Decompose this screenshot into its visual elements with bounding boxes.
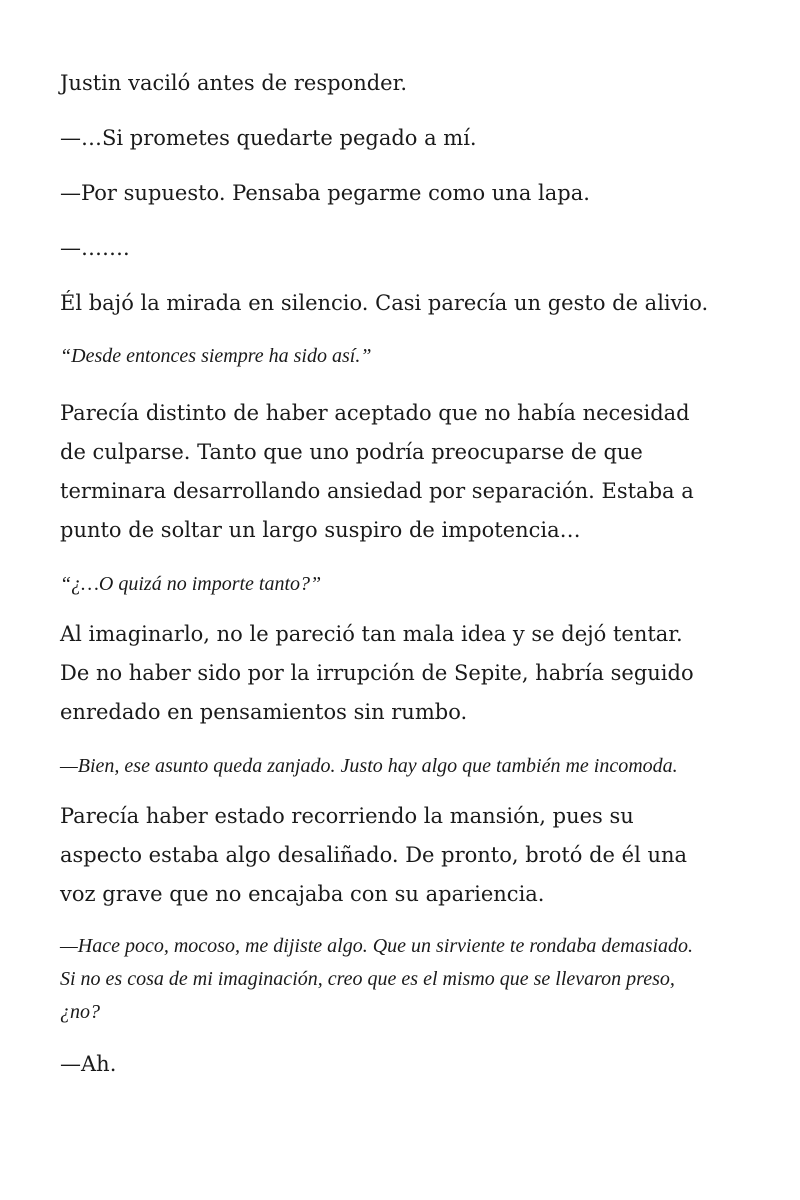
paragraph-line: aspecto estaba algo desaliñado. De pronto, brotó de él una — [60, 843, 688, 867]
paragraph-seemed-different — [60, 394, 694, 550]
paragraph-touring-mansion — [60, 797, 687, 914]
dialogue-sepite-settled: —Bien, ese asunto queda zanjado. Justo hay algo que también me incomoda. — [60, 755, 678, 777]
thought-always-been-like-this: “Desde entonces siempre ha sido así.” — [60, 345, 372, 367]
dialogue-sepite-servant — [60, 930, 693, 1029]
dialogue-ellipsis: —……. — [60, 236, 130, 260]
dialogue-ah: —Ah. — [60, 1052, 117, 1076]
paragraph-line: Parecía haber estado recorriendo la mansión, pues su — [60, 804, 634, 828]
dialogue-of-course: —Por supuesto. Pensaba pegarme como una lapa. — [60, 181, 590, 205]
paragraph-line: Al imaginarlo, no le pareció tan mala idea y se dejó tentar. — [60, 622, 683, 646]
dialogue-line: ¿no? — [60, 1001, 100, 1023]
paragraph-justin-hesitated: Justin vaciló antes de responder. — [60, 71, 408, 95]
thought-maybe-not-matter: “¿…O quizá no importe tanto?” — [60, 573, 322, 595]
paragraph-line: terminara desarrollando ansiedad por separación. Estaba a — [60, 479, 694, 503]
paragraph-line: voz grave que no encajaba con su apariencia. — [60, 882, 545, 906]
paragraph-line: de culparse. Tanto que uno podría preocuparse de que — [60, 440, 643, 464]
paragraph-line: De no haber sido por la irrupción de Sepite, habría seguido — [60, 661, 694, 685]
dialogue-line: Si no es cosa de mi imaginación, creo que es el mismo que se llevaron preso, — [60, 968, 675, 990]
paragraph-imagining-it — [60, 615, 694, 732]
dialogue-promise: —…Si prometes quedarte pegado a mí. — [60, 126, 477, 150]
paragraph-looked-down: Él bajó la mirada en silencio. Casi parecía un gesto de alivio. — [60, 291, 709, 315]
paragraph-line: enredado en pensamientos sin rumbo. — [60, 700, 468, 724]
paragraph-line: punto de soltar un largo suspiro de impotencia… — [60, 518, 581, 542]
paragraph-line: Parecía distinto de haber aceptado que no había necesidad — [60, 401, 690, 425]
dialogue-line: —Hace poco, mocoso, me dijiste algo. Que un sirviente te rondaba demasiado. — [60, 935, 694, 957]
